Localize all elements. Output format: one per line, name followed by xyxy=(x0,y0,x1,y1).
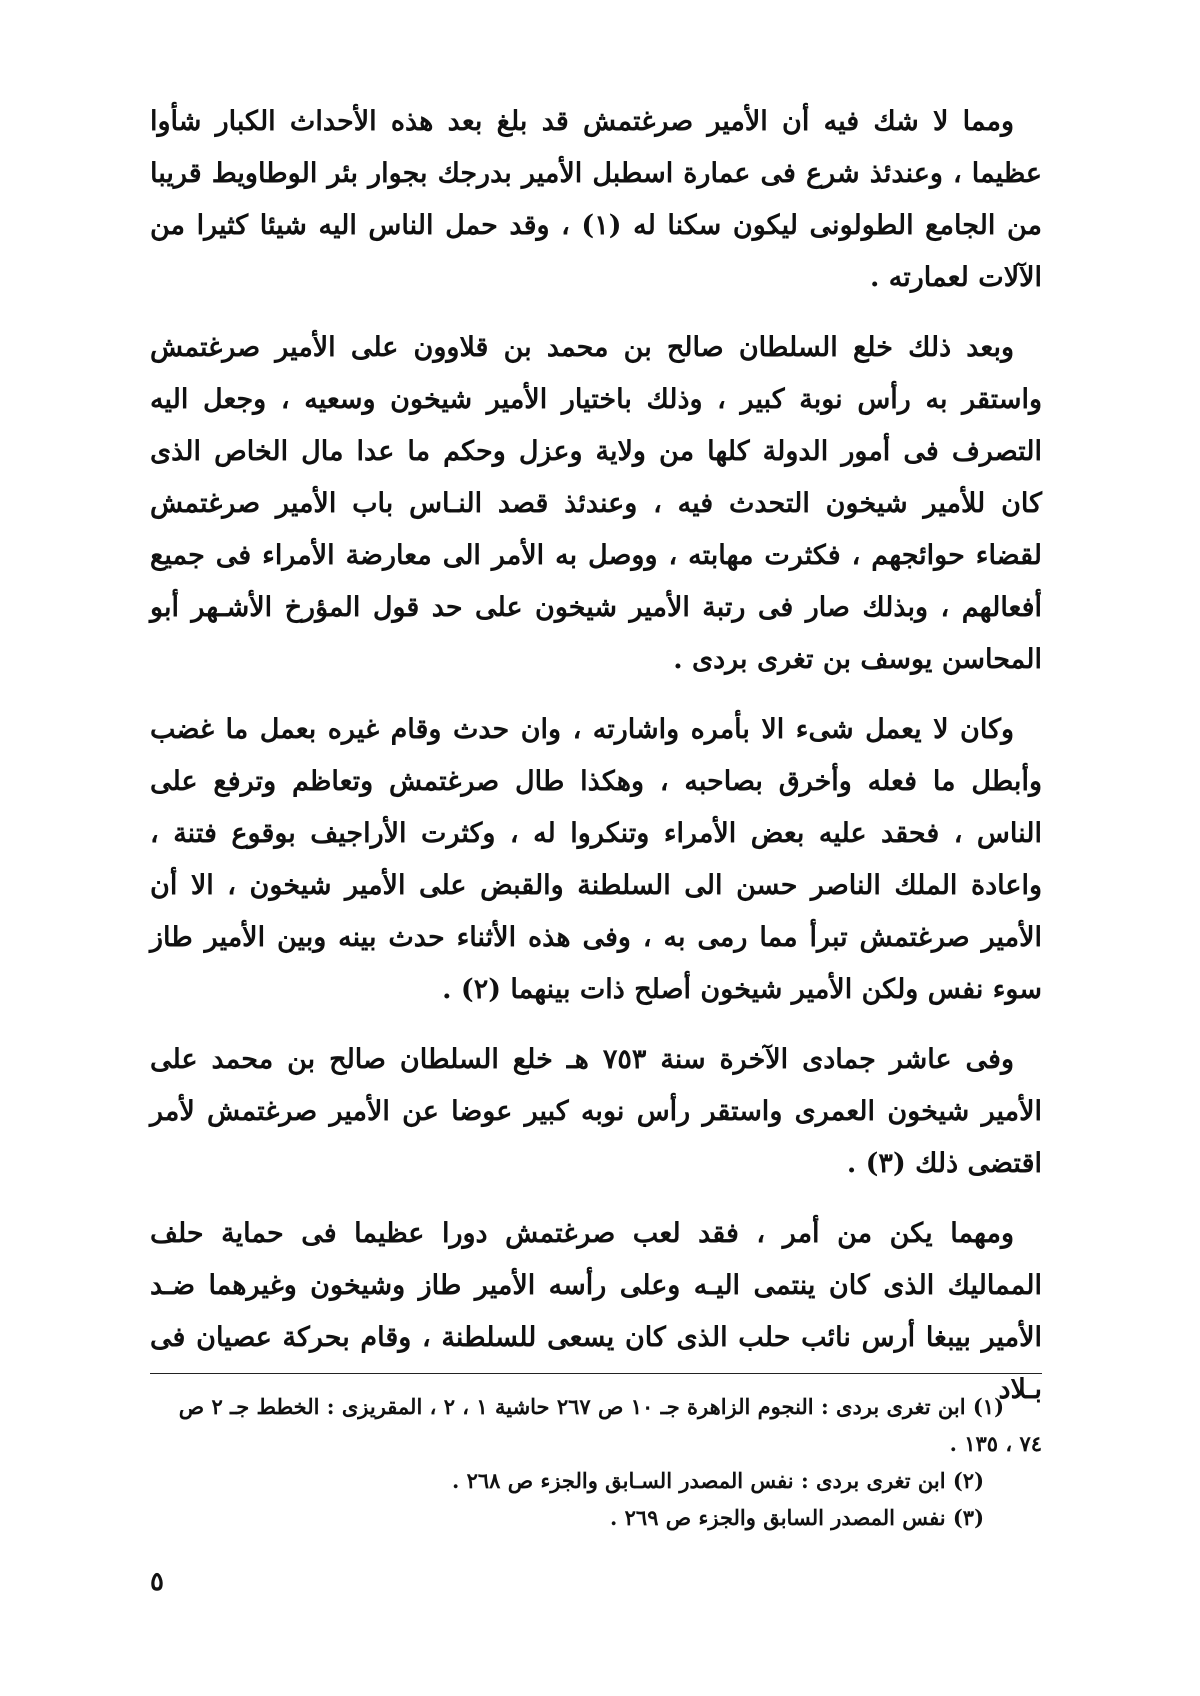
footnote-divider xyxy=(150,1373,1042,1374)
paragraph: وفى عاشر جمادى الآخرة سنة ٧٥٣ هـ خلع السلطان صالح بن محمد على الأمير شيخون العمرى واستقر رأس نوبه كبير عوضا عن الأمير صرغتمش لأمر اقتضى ذلك (٣) . xyxy=(150,1044,1042,1179)
paragraph: وبعد ذلك خلع السلطان صالح بن محمد بن قلاوون على الأمير صرغتمش واستقر به رأس نوبة كبير ، وذلك باختيار الأمير شيخون وسعيه ، وجعل اليه التصرف فى أمور الدولة كلها من ولاية وعزل وحكم ما عدا مال الخاص الذى كان للأمير شيخون التحدث فيه ، وعندئذ قصد النـاس باب الأمير صرغتمش لقضاء حوائجهم ، فكثرت مهابته ، ووصل به الأمر الى معارضة الأمراء فى جميع أفعالهم ، وبذلك صار فى رتبة الأمير شيخون على حد قول المؤرخ الأشـهر أبو المحاسن يوسف بن تغرى بردى . xyxy=(150,332,1042,675)
footnote-1: (١) ابن تغرى بردى : النجوم الزاهرة جـ ١٠ ص ٢٦٧ حاشية ١ ، ٢ ، المقريزى : الخطط جـ ٢ ص ٧٤ ، ١٣٥ . xyxy=(178,1394,1042,1456)
footnote-2: (٢) ابن تغرى بردى : نفس المصدر السـابق والجزء ص ٢٦٨ . xyxy=(451,1468,984,1493)
main-text xyxy=(150,96,1042,1434)
paragraph: وكان لا يعمل شىء الا بأمره واشارته ، وان حدث وقام غيره بعمل ما غضب وأبطل ما فعله وأخرق بصاحبه ، وهكذا طال صرغتمش وتعاظم وترفع على الناس ، فحقد عليه بعض الأمراء وتنكروا له ، وكثرت الأراجيف بوقوع فتنة ، واعادة الملك الناصر حسن الى السلطنة والقبض على الأمير شيخون ، الا أن الأمير صرغتمش تبرأ مما رمى به ، وفى هذه الأثناء حدث بينه وبين الأمير طاز سوء نفس ولكن الأمير شيخون أصلح ذات بينهما (٢) . xyxy=(150,714,1042,1005)
footnote-3: (٣) نفس المصدر السابق والجزء ص ٢٦٩ . xyxy=(610,1505,984,1530)
paragraph: ومما لا شك فيه أن الأمير صرغتمش قد بلغ بعد هذه الأحداث الكبار شأوا عظيما ، وعندئذ شرع فى عمارة اسطبل الأمير بدرجك بجوار بئر الوطاويط قريبا من الجامع الطولونى ليكون سكنا له (١) ، وقد حمل الناس اليه شيئا كثيرا من الآلات لعمارته . xyxy=(150,106,1042,293)
page-number: ٥ xyxy=(150,1567,164,1597)
footnotes xyxy=(150,1388,1042,1536)
paragraph: ومهما يكن من أمر ، فقد لعب صرغتمش دورا عظيما فى حماية حلف المماليك الذى كان ينتمى اليـه وعلى رأسه الأمير طاز وشيخون وغيرهما ضـد الأمير بيبغا أرس نائب حلب الذى كان يسعى للسلطنة ، وقام بحركة عصيان فى بـلاد xyxy=(150,1218,1042,1405)
